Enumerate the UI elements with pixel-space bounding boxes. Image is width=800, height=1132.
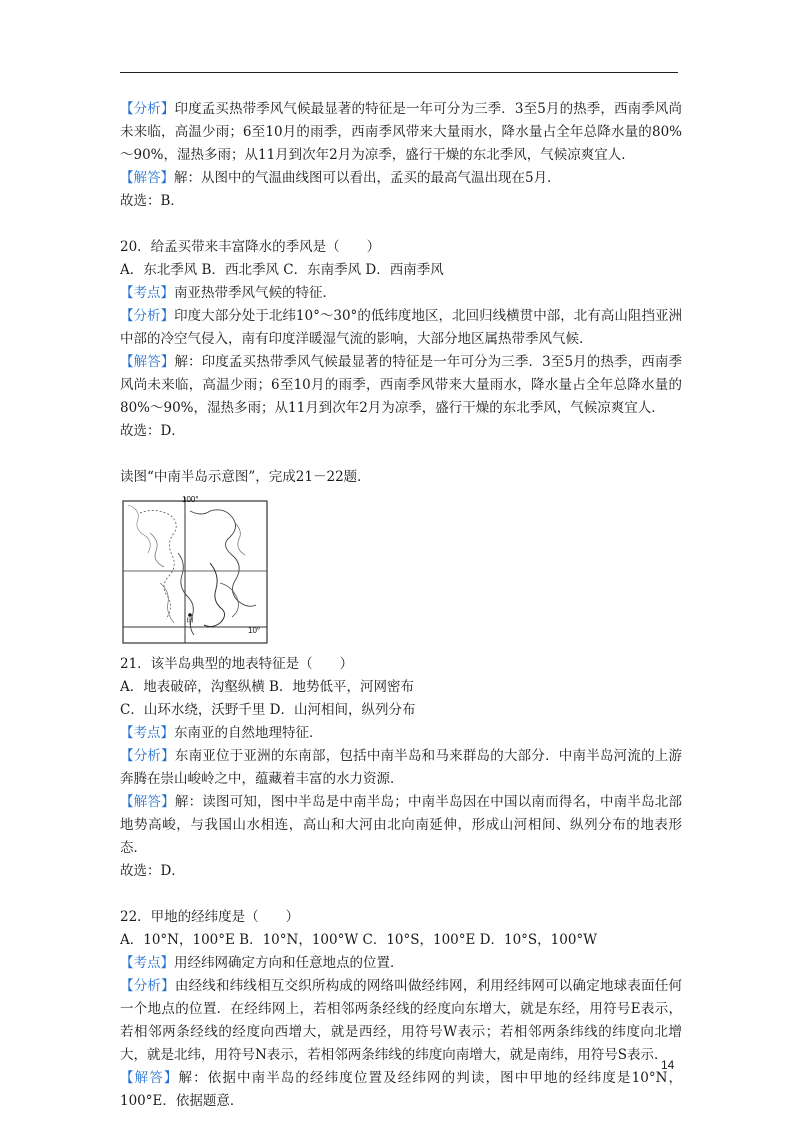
- q20-analysis: [120, 305, 682, 351]
- q21-stem: 21．该半岛典型的地表特征是（ ）: [120, 656, 354, 672]
- analysis-tag: 【分析】: [120, 308, 175, 324]
- analysis-text: 印度大部分处于北纬10°～30°的低纬度地区，北回归线横贯中部，北有高山阻挡亚洲中部的冷空气侵入，南有印度洋暖湿气流的影响，大部分地区属热带季风气候．: [120, 308, 683, 347]
- solution-tag: 【解答】: [120, 1070, 179, 1086]
- q20-point: [120, 282, 682, 305]
- map-intro: 读图“中南半岛示意图”，完成21－22题．: [120, 469, 371, 485]
- analysis-text: 东南亚位于亚洲的东南部，包括中南半岛和马来群岛的大部分．中南半岛河流的上游奔腾在崇山峻岭之中，蕴藏着丰富的水力资源．: [120, 748, 683, 787]
- page-number: 14: [661, 1058, 675, 1072]
- q19-solution: [120, 167, 682, 190]
- point-text: 南亚热带季风气候的特征．: [174, 285, 336, 301]
- q22-point: [120, 952, 682, 975]
- q20-options: A．东北季风 B．西北季风 C．东南季风 D．西南季风: [120, 262, 444, 278]
- point-tag: 【考点】: [120, 955, 174, 971]
- q22-solution: [120, 1067, 682, 1113]
- point-text: 东南亚的自然地理特征．: [174, 725, 323, 741]
- point-text: 用经纬网确定方向和任意地点的位置．: [174, 955, 404, 971]
- analysis-text: 由经线和纬线相互交织所构成的网络叫做经纬网，利用经纬网可以确定地球表面任何一个地点的位置．在经纬网上，若相邻两条经线的经度向东增大，就是东经，用符号E表示，若相邻两条经线的经度向西增大，就是西经，用符号W表示；若相邻两条纬线的纬度向北增大，就是北纬，用符号N表示，若相邻两条纬线的纬度向南增大，就是南纬，用符号S表示．: [120, 978, 683, 1063]
- q21-point: [120, 722, 682, 745]
- header-rule: [120, 72, 678, 73]
- map-figure: [120, 493, 270, 647]
- q21-options-1: A．地表破碎，沟壑纵横 B．地势低平，河网密布: [120, 679, 414, 695]
- point-tag: 【考点】: [120, 725, 174, 741]
- solution-text: 解：读图可知，图中半岛是中南半岛；中南半岛因在中国以南而得名，中南半岛北部地势高峻，与我国山水相连，高山和大河由北向南延伸，形成山河相间、纵列分布的地表形态．: [120, 794, 683, 856]
- q21-analysis: [120, 745, 682, 791]
- solution-text: 解：印度孟买热带季风气候最显著的特征是一年可分为三季．3至5月的热季，西南季风尚未来临，高温少雨；6至10月的雨季，西南季风带来大量雨水，降水量占全年总降水量的80%～90%，湿热多雨；从11月到次年2月为凉季，盛行干燥的东北季风，气候凉爽宜人．: [120, 354, 683, 416]
- q21-answer: 故选：D．: [120, 863, 185, 879]
- label-10: 10°: [248, 626, 261, 635]
- q21-solution: [120, 791, 682, 860]
- q19-analysis: [120, 98, 682, 167]
- solution-tag: 【解答】: [120, 794, 175, 810]
- analysis-tag: 【分析】: [120, 101, 175, 117]
- q20-stem: 20．给孟买带来丰富降水的季风是（ ）: [120, 239, 381, 255]
- q22-analysis: [120, 975, 682, 1067]
- label-jia: 甲: [186, 617, 194, 626]
- solution-tag: 【解答】: [120, 170, 174, 186]
- label-100: 100°: [182, 495, 199, 504]
- analysis-tag: 【分析】: [120, 748, 175, 764]
- analysis-tag: 【分析】: [120, 978, 175, 994]
- solution-text: 解：从图中的气温曲线图可以看出，孟买的最高气温出现在5月．: [174, 170, 561, 186]
- q20-answer: 故选：D．: [120, 423, 185, 439]
- analysis-text: 印度孟买热带季风气候最显著的特征是一年可分为三季．3至5月的热季，西南季风尚未来临，高温少雨；6至10月的雨季，西南季风带来大量雨水，降水量占全年总降水量的80%～90%，湿热多雨；从11月到次年2月为凉季，盛行干燥的东北季风，气候凉爽宜人．: [120, 101, 683, 163]
- point-tag: 【考点】: [120, 285, 174, 301]
- page-content: [120, 98, 682, 1113]
- solution-text: 解：依据中南半岛的经纬度位置及经纬网的判读，图中甲地的经纬度是10°N，100°E．依据题意．: [120, 1070, 683, 1109]
- q22-options: A．10°N，100°E B．10°N，100°W C．10°S，100°E D．10°S，100°W: [120, 932, 598, 948]
- indochina-map: [120, 493, 270, 647]
- q20-solution: [120, 351, 682, 420]
- solution-tag: 【解答】: [120, 354, 175, 370]
- q22-stem: 22．甲地的经纬度是（ ）: [120, 909, 300, 925]
- q19-answer: 故选：B．: [120, 193, 184, 209]
- q21-options-2: C．山环水绕，沃野千里 D．山河相间，纵列分布: [120, 702, 416, 718]
